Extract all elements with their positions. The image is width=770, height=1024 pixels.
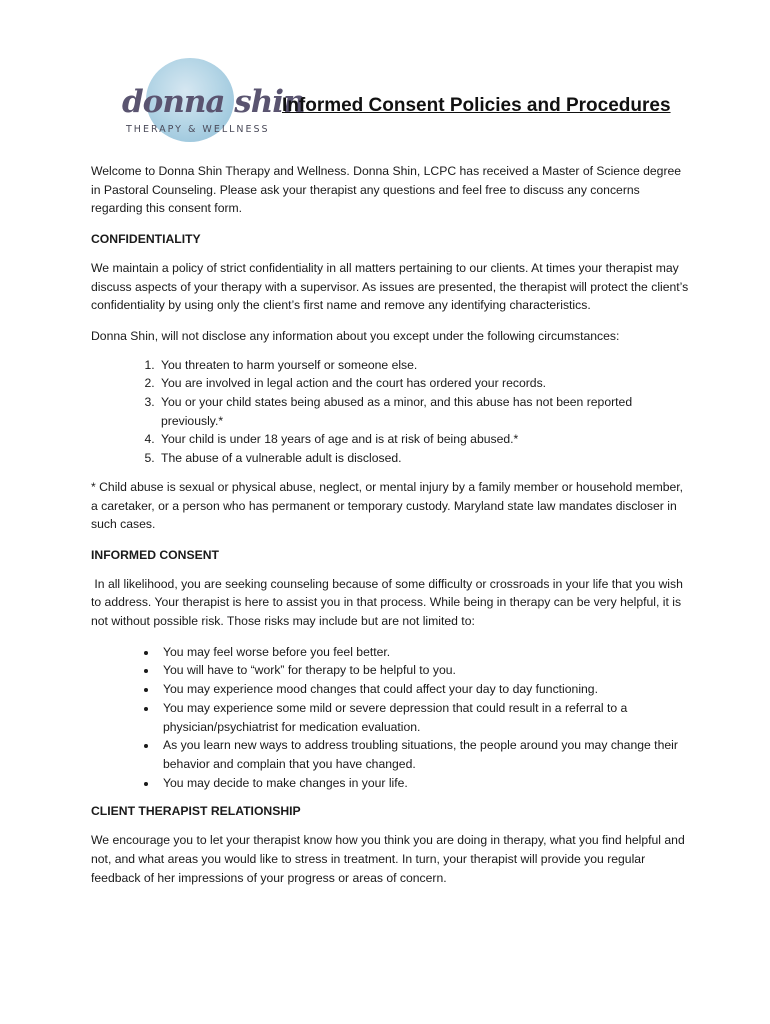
confidentiality-paragraph: We maintain a policy of strict confidentiality in all matters pertaining to our clients. At times your therapist may discuss aspects of your therapy with a supervisor. As issues are presented, the therapist will protect the client’s confidentiality by using only the client’s first name and remove any identifying characteristics.	[91, 260, 689, 313]
list-item: • As you learn new ways to address troubling situations, the people around you may change their behavior and complain that you have changed.	[158, 736, 691, 773]
list-item: 5. The abuse of a vulnerable adult is disclosed.	[158, 449, 691, 468]
logo-subtitle: THERAPY & WELLNESS	[126, 124, 270, 135]
document-body	[91, 162, 691, 887]
disclosure-list	[91, 356, 691, 468]
list-item: • You may feel worse before you feel better.	[158, 643, 691, 662]
informed-consent-heading: INFORMED CONSENT	[91, 547, 219, 562]
risks-list	[91, 643, 691, 793]
list-item: 2. You are involved in legal action and the court has ordered your records.	[158, 374, 691, 393]
list-item: • You may decide to make changes in your life.	[158, 774, 691, 793]
child-abuse-footnote: * Child abuse is sexual or physical abuse, neglect, or mental injury by a family member or household member, a caretaker, or a person who has permanent or temporary custody. Maryland state law mandates discloser in such cases.	[91, 479, 684, 532]
list-item: 3. You or your child states being abused as a minor, and this abuse has not been reported previously.*	[158, 393, 691, 430]
list-item: 4. Your child is under 18 years of age and is at risk of being abused.*	[158, 430, 691, 449]
logo-script-text: donna shin	[122, 84, 305, 120]
list-item: • You may experience some mild or severe depression that could result in a referral to a physician/psychiatrist for medication evaluation.	[158, 699, 691, 736]
list-item: • You may experience mood changes that could affect your day to day functioning.	[158, 680, 691, 699]
logo	[122, 58, 305, 142]
relationship-heading: CLIENT THERAPIST RELATIONSHIP	[91, 804, 301, 819]
disclosure-paragraph: Donna Shin, will not disclose any information about you except under the following circumstances:	[91, 328, 620, 343]
list-item: • You will have to “work” for therapy to be helpful to you.	[158, 661, 691, 680]
informed-consent-paragraph: In all likelihood, you are seeking counseling because of some difficulty or crossroads in your life that you wish to address. Your therapist is here to assist you in that process. While being in therapy can be very helpful, it is not without possible risk. Those risks may include but are not limited to:	[91, 576, 687, 629]
intro-paragraph: Welcome to Donna Shin Therapy and Wellness. Donna Shin, LCPC has received a Master of Science degree in Pastoral Counseling. Please ask your therapist any questions and feel free to discuss any concerns regarding this consent form.	[91, 164, 682, 216]
confidentiality-heading: CONFIDENTIALITY	[91, 232, 201, 247]
list-item: 1. You threaten to harm yourself or someone else.	[158, 356, 691, 375]
relationship-paragraph: We encourage you to let your therapist know how you think you are doing in therapy, what you find helpful and not, and what areas you would like to stress in treatment. In turn, your therapist will provide you regular feedback of her impressions of your progress or areas of concern.	[91, 833, 685, 885]
document-title: Informed Consent Policies and Procedures	[282, 95, 671, 116]
